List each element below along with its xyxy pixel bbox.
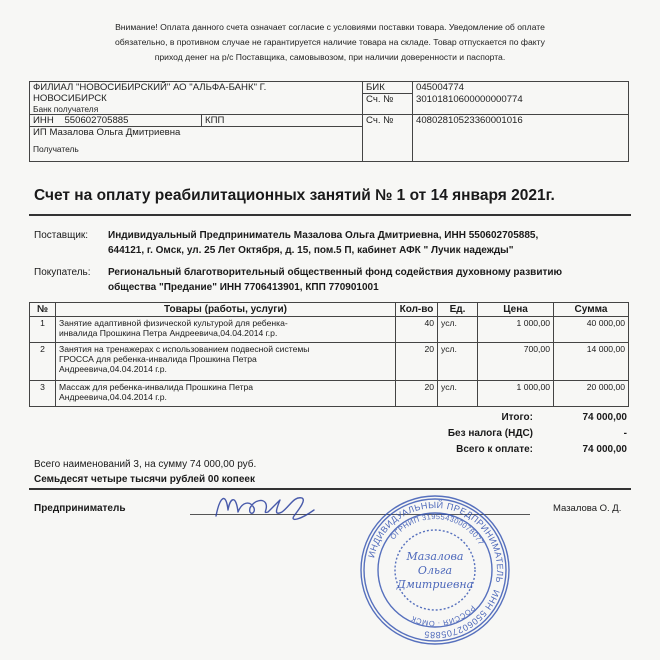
table-row	[30, 381, 629, 407]
bank-name-line-1: ФИЛИАЛ "НОВОСИБИРСКИЙ" АО "АЛЬФА-БАНК" Г.	[33, 82, 267, 93]
due-row	[448, 442, 627, 458]
summary-divider	[29, 488, 631, 490]
row-sum: 14 000,00	[554, 343, 629, 381]
supplier-line-1: Индивидуальный Предприниматель Мазалова Ольга Дмитриевна, ИНН 550602705885,	[108, 230, 539, 241]
buyer-details	[108, 265, 628, 295]
stamp-inn-text: ИНН 550602705885	[423, 588, 502, 641]
vat-value: -	[623, 428, 627, 439]
col-unit: Ед.	[438, 303, 478, 317]
col-sum: Сумма	[554, 303, 629, 317]
row-sum: 20 000,00	[554, 381, 629, 407]
kpp-label: КПП	[205, 115, 225, 126]
buyer-line-2: общества "Предание" ИНН 7706413901, КПП 770901001	[108, 282, 379, 293]
payee-caption: Получатель	[33, 144, 79, 154]
totals-block	[448, 410, 627, 458]
due-value: 74 000,00	[582, 444, 627, 455]
due-label: Всего к оплате:	[456, 444, 533, 455]
total-label: Итого:	[501, 412, 533, 423]
row-goods-line: Занятие адаптивной физической культурой для ребенка-	[59, 318, 288, 328]
bik-label: БИК	[363, 82, 413, 94]
row-goods-line: Занятия на тренажерах с использованием подвесной системы	[59, 344, 310, 354]
col-goods: Товары (работы, услуги)	[56, 303, 396, 317]
table-row	[30, 317, 629, 343]
items-table	[29, 302, 629, 407]
stamp-center-line-1: Мазалова	[406, 550, 464, 563]
row-sum: 40 000,00	[554, 317, 629, 343]
supplier-label: Поставщик:	[34, 230, 89, 241]
bank-name-cell	[30, 82, 363, 105]
supplier-details	[108, 228, 628, 258]
inn-label: ИНН	[33, 115, 54, 126]
amount-in-words: Семьдесят четыре тысячи рублей 00 копеек	[34, 474, 255, 485]
stamp-city-text: РОССИЯ · ОМСК	[409, 603, 478, 629]
row-qty: 40	[396, 317, 438, 343]
row-price: 1 000,00	[478, 381, 554, 407]
row-goods-line: Массаж для ребенка-инвалида Прошкина Петра	[59, 382, 254, 392]
row-qty: 20	[396, 381, 438, 407]
row-goods-line: Андреевича,04.04.2014 г.р.	[59, 364, 167, 374]
total-value: 74 000,00	[582, 412, 627, 423]
invoice-title: Счет на оплату реабилитационных занятий № 1 от 14 января 2021г.	[34, 187, 555, 204]
row-num: 3	[30, 381, 56, 407]
items-header-row	[30, 303, 629, 317]
inn-value: 550602705885	[64, 115, 129, 126]
row-unit: усл.	[438, 317, 478, 343]
buyer-line-1: Региональный благотворительный общественный фонд содействия духовному развитию	[108, 267, 563, 278]
vat-label: Без налога (НДС)	[447, 428, 533, 439]
bank-name-line-2: НОВОСИБИРСК	[33, 93, 107, 104]
col-price: Цена	[478, 303, 554, 317]
handwritten-signature	[210, 486, 320, 526]
buyer-label: Покупатель:	[34, 267, 91, 278]
summary-block	[34, 457, 256, 487]
stamp-ogrnip-text: ОГРНИП 319554300078077	[388, 511, 486, 547]
kpp-cell	[202, 115, 363, 127]
col-num: №	[30, 303, 56, 317]
bank-caption: Банк получателя	[30, 104, 363, 115]
account-value: 40802810523360001016	[413, 115, 629, 162]
table-row	[30, 343, 629, 381]
row-goods	[56, 343, 396, 381]
stamp-outer-text: ИНДИВИДУАЛЬНЫЙ ПРЕДПРИНИМАТЕЛЬ	[366, 499, 506, 584]
signatory-label: Предприниматель	[34, 503, 126, 514]
row-unit: усл.	[438, 381, 478, 407]
row-num: 1	[30, 317, 56, 343]
payee-cell	[30, 127, 363, 162]
row-qty: 20	[396, 343, 438, 381]
total-row	[448, 410, 627, 426]
row-price: 1 000,00	[478, 317, 554, 343]
row-goods-line: ГРОССА для ребенка-инвалида Прошкина Петра	[59, 354, 257, 364]
row-price: 700,00	[478, 343, 554, 381]
stamp-center-line-3: Дмитриевна	[396, 578, 474, 591]
supplier-line-2: 644121, г. Омск, ул. 25 Лет Октября, д. 15, пом.5 П, кабинет АФК " Лучик надежды"	[108, 245, 514, 256]
account-label: Сч. №	[363, 115, 413, 162]
signatory-name: Мазалова О. Д.	[553, 503, 622, 514]
payment-notice	[40, 20, 620, 65]
vat-row	[448, 426, 627, 442]
row-unit: усл.	[438, 343, 478, 381]
title-divider	[29, 214, 631, 216]
bank-details-table	[29, 81, 629, 162]
stamp-center-line-2: Ольга	[417, 564, 453, 577]
row-goods	[56, 317, 396, 343]
row-goods	[56, 381, 396, 407]
corr-account-value: 30101810600000000774	[413, 94, 629, 115]
round-seal	[355, 490, 515, 650]
payee-name: ИП Мазалова Ольга Дмитриевна	[33, 127, 181, 138]
notice-line-1: Внимание! Оплата данного счета означает согласие с условиями поставки товара. Уведомление об оплате	[115, 22, 545, 32]
corr-account-label: Сч. №	[363, 94, 413, 115]
inn-cell	[30, 115, 202, 127]
row-goods-line: инвалида Прошкина Петра Андреевича,04.04.2014 г.р.	[59, 328, 278, 338]
row-goods-line: Андреевича,04.04.2014 г.р.	[59, 392, 167, 402]
items-count-line: Всего наименований 3, на сумму 74 000,00 руб.	[34, 459, 257, 470]
col-qty: Кол-во	[396, 303, 438, 317]
bik-value: 045004774	[413, 82, 629, 94]
row-num: 2	[30, 343, 56, 381]
notice-line-2: обязательно, в противном случае не гарантируется наличие товара на складе. Товар отпускается по факту	[115, 37, 545, 47]
notice-line-3: приход денег на р/с Поставщика, самовывозом, при наличии доверенности и паспорта.	[154, 52, 506, 62]
